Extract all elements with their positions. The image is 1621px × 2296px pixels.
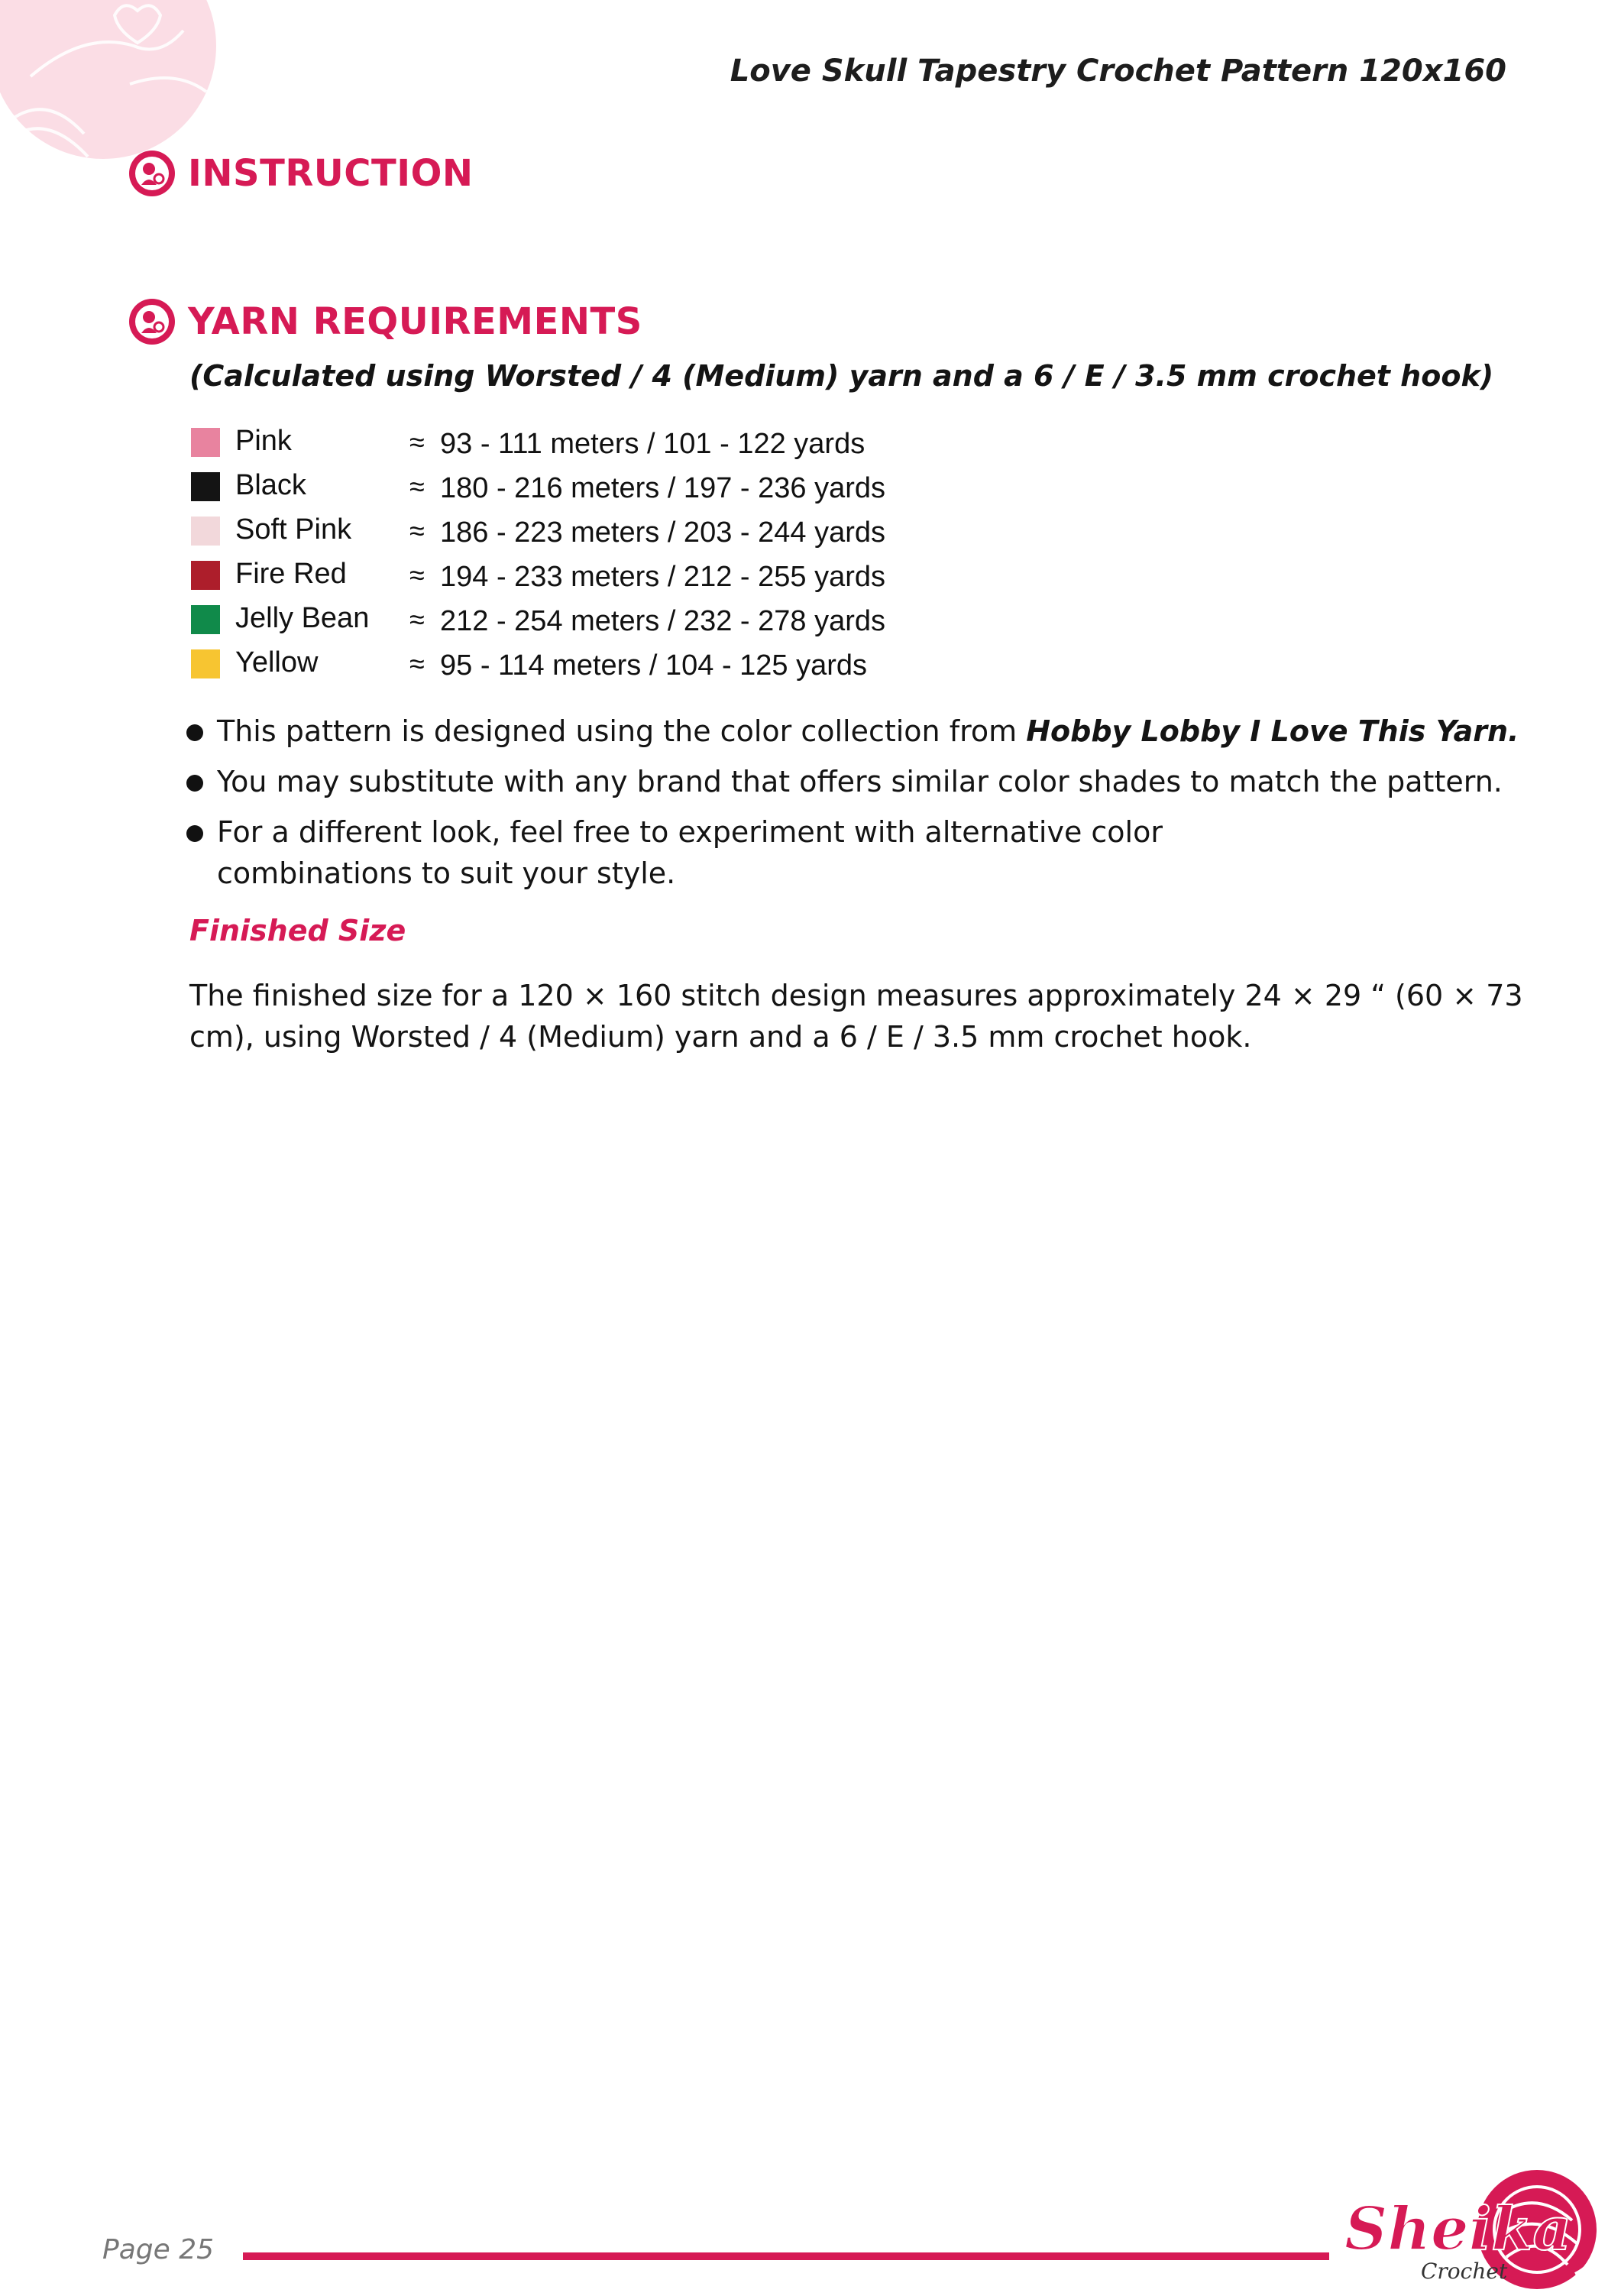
calculation-note: (Calculated using Worsted / 4 (Medium) yarn and a 6 / E / 3.5 mm crochet hook) [189,359,1494,393]
yarn-doll-icon [128,150,176,197]
note-text: For a different look, feel free to experiment with alternative color combinations to suit your style. [217,815,1163,890]
instruction-title: INSTRUCTION [188,152,474,195]
yarn-requirements-heading [128,298,642,345]
yarn-name: Yellow [235,646,319,678]
color-swatch [191,517,220,546]
approx-symbol: ≈ [409,471,425,502]
yarn-amount: 194 - 233 meters / 212 - 255 yards [440,561,885,593]
bullet-icon [186,724,203,741]
yarn-amount: 212 - 254 meters / 232 - 278 yards [440,605,885,637]
approx-symbol: ≈ [409,648,425,679]
bullet-icon [186,775,203,792]
list-item [183,811,1348,894]
approx-symbol: ≈ [409,426,425,458]
yarn-name: Jelly Bean [235,602,370,634]
page-number: Page 25 [102,2234,215,2265]
yarn-requirements-title: YARN REQUIREMENTS [188,300,642,343]
color-swatch [191,649,220,678]
yarn-brand: Hobby Lobby I Love This Yarn. [1026,714,1519,748]
finished-size-title: Finished Size [189,914,406,947]
finished-size-text: The finished size for a 120 × 160 stitch design measures approximately 24 × 29 “ (60 × 73 cm), using Worsted / 4 (Medium) yarn and a 6 / E / 3.5 mm crochet hook. [189,979,1523,1054]
brand-logo [1329,2167,1604,2292]
yarn-name: Soft Pink [235,513,352,546]
yarn-name: Pink [235,425,292,457]
note-text: This pattern is designed using the color collection from [217,714,1027,748]
brand-name: Sheika [1344,2194,1571,2264]
approx-symbol: ≈ [409,559,425,591]
color-swatch [191,605,220,634]
yarn-amount: 93 - 111 meters / 101 - 122 yards [440,428,866,460]
brand-sub: Crochet [1421,2259,1508,2284]
list-item [183,711,1528,752]
footer-divider [243,2252,1329,2260]
note-text: You may substitute with any brand that offers similar color shades to match the pattern. [217,765,1503,798]
instruction-heading [128,150,474,197]
yarn-amount: 180 - 216 meters / 197 - 236 yards [440,472,885,504]
color-swatch [191,561,220,590]
yarn-ball-icon [1329,2167,1604,2292]
approx-symbol: ≈ [409,604,425,635]
yarn-doll-icon [128,298,176,345]
notes-list [183,711,1528,903]
color-swatch [191,472,220,501]
bullet-icon [186,825,203,842]
yarn-name: Fire Red [235,558,347,590]
color-swatch [191,428,220,457]
yarn-name: Black [235,469,306,501]
yarn-amount: 95 - 114 meters / 104 - 125 yards [440,649,868,682]
document-title: Love Skull Tapestry Crochet Pattern 120x160 [730,53,1506,89]
list-item [183,761,1528,802]
yarn-amount: 186 - 223 meters / 203 - 244 yards [440,517,885,549]
approx-symbol: ≈ [409,515,425,546]
